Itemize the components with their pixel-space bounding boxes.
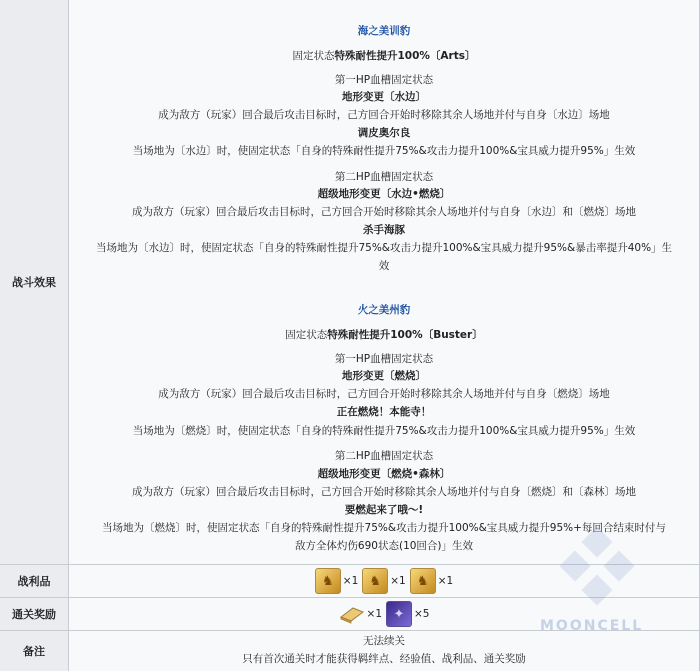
sea-hp1-label: 第一HP血槽固定状态 [334,74,434,86]
sea-skill1-name: 调皮奥尔良 [357,127,411,139]
scroll-icon[interactable] [339,602,365,626]
gold-class-piece-icon[interactable]: ♞ [315,568,341,594]
fire-terrain1-name: 地形变更〔燃烧〕 [342,370,426,382]
sea-fixed-state: 固定状态特殊耐性提升100%〔Arts〕 [292,50,476,62]
sea-title[interactable]: 海之美训豹 [357,25,411,37]
sea-terrain2-name: 超级地形变更〔水边•燃烧〕 [317,188,451,200]
reward-item[interactable] [339,602,382,626]
fire-terrain2-name: 超级地形变更〔燃烧•森林〕 [317,468,451,480]
notes-line-2: 只有首次通关时才能获得羁绊点、经验值、战利品、通关奖励 [242,653,526,665]
watermark-text: MOONCELL [540,618,644,634]
notes-row [0,631,699,671]
loot-row [0,565,699,598]
gold-class-piece-icon[interactable]: ♞ [362,568,388,594]
fire-hp2-label: 第二HP血槽固定状态 [334,450,434,462]
loot-count: ×1 [437,575,454,587]
loot-cell [69,565,699,597]
loot-item[interactable] [410,568,453,594]
fire-skill2-desc-2: 敌方全体灼伤690状态(10回合)」生效 [294,540,474,552]
notes-line-1: 无法续关 [363,635,405,647]
fire-terrain2-desc: 成为敌方（玩家）回合最后攻击目标时，己方回合开始时移除其余人场地并付与自身〔燃烧〕和〔森林〕场地 [132,486,636,498]
fire-fixed-state: 固定状态特殊耐性提升100%〔Buster〕 [285,329,483,341]
sea-terrain2-desc: 成为敌方（玩家）回合最后攻击目标时，己方回合开始时移除其余人场地并付与自身〔水边〕和〔燃烧〕场地 [132,206,636,218]
battle-effect-header: 战斗效果 [0,0,69,564]
fire-skill2-name: 要燃起来了哦～! [344,504,424,516]
fire-skill2-desc-1: 当场地为〔燃烧〕时，使固定状态「自身的特殊耐性提升75%&攻击力提升100%&宝具威力提升95%+每回合结束时付与 [102,522,666,534]
purple-gem-icon[interactable]: ✦ [386,601,412,627]
sea-skill2-name: 杀手海豚 [363,224,405,236]
sea-skill1-desc: 当场地为〔水边〕时，使固定状态「自身的特殊耐性提升75%&攻击力提升100%&宝具威力提升95%」生效 [132,145,636,157]
notes-cell [69,631,699,671]
fire-skill1-name: 正在燃烧！本能寺！ [336,406,432,418]
fire-hp1-label: 第一HP血槽固定状态 [334,353,434,365]
fire-skill1-desc: 当场地为〔燃烧〕时，使固定状态「自身的特殊耐性提升75%&攻击力提升100%&宝具威力提升95%」生效 [132,425,636,437]
sea-terrain1-name: 地形变更〔水边〕 [342,91,426,103]
reward-count: ×5 [414,608,430,620]
loot-count: ×1 [390,575,406,587]
sea-skill2-desc-2: 效 [378,260,390,272]
reward-item[interactable] [386,601,429,627]
loot-item[interactable] [315,568,358,594]
loot-header: 战利品 [0,565,69,597]
clear-reward-header: 通关奖励 [0,598,69,630]
reward-count: ×1 [366,608,382,620]
loot-count: ×1 [342,575,359,587]
battle-effect-cell [69,0,699,564]
notes-header: 备注 [0,631,69,671]
loot-items [69,565,699,597]
sea-skill2-desc-1: 当场地为〔水边〕时，使固定状态「自身的特殊耐性提升75%&攻击力提升100%&宝具威力提升95%&暴击率提升40%」生 [95,242,673,254]
sea-terrain1-desc: 成为敌方（玩家）回合最后攻击目标时，己方回合开始时移除其余人场地并付与自身〔水边〕场地 [158,109,610,121]
fire-title[interactable]: 火之美州豹 [357,304,411,316]
loot-item[interactable] [362,568,405,594]
sea-hp2-label: 第二HP血槽固定状态 [334,171,434,183]
fire-terrain1-desc: 成为敌方（玩家）回合最后攻击目标时，己方回合开始时移除其余人场地并付与自身〔燃烧〕场地 [158,388,610,400]
gold-class-piece-icon[interactable]: ♞ [410,568,436,594]
